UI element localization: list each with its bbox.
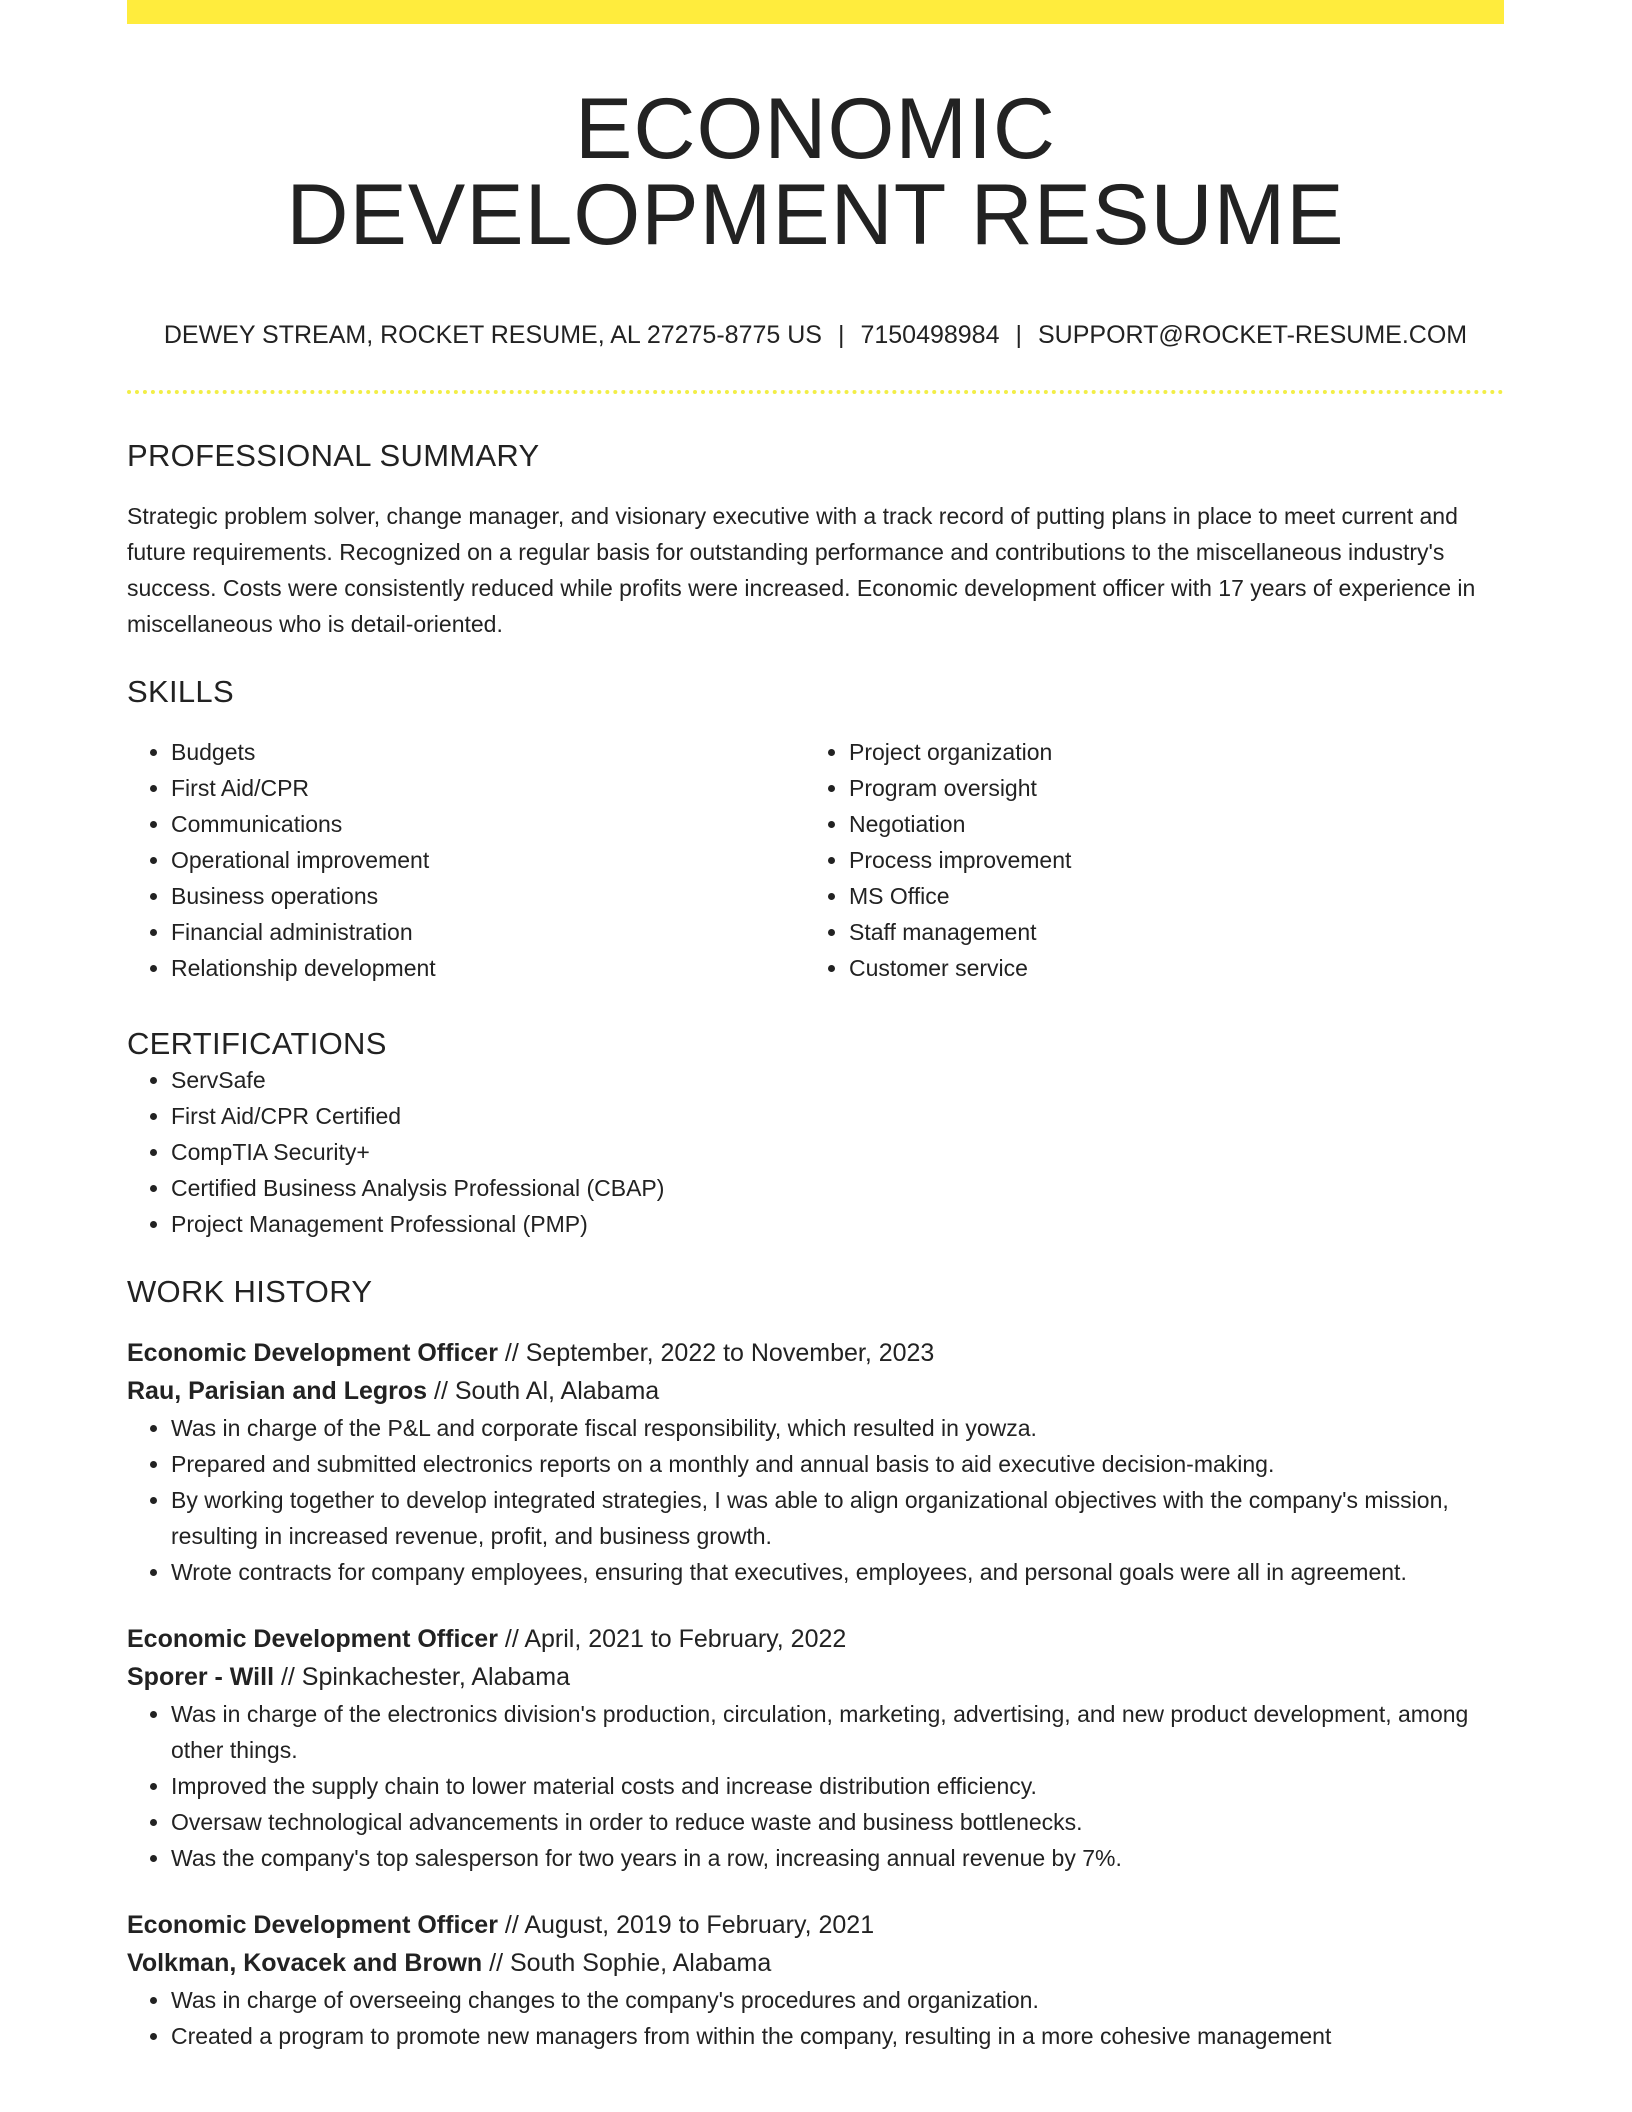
- job-company-line: [127, 1658, 1504, 1696]
- job-entry: [127, 1906, 1504, 2054]
- skill-item: • Process improvement: [849, 842, 1483, 878]
- job-bullet: • Was in charge of the electronics division's production, circulation, marketing, advertising, and new product development, among other things.: [171, 1696, 1504, 1768]
- job-title-line: [127, 1334, 1504, 1372]
- job-bullet: • Wrote contracts for company employees, ensuring that executives, employees, and personal goals were all in agreement.: [171, 1554, 1504, 1590]
- certifications-section: [127, 1026, 1504, 1242]
- job-bullets: [127, 1982, 1504, 2054]
- job-entry: [127, 1334, 1504, 1590]
- job-bullets: [127, 1410, 1504, 1590]
- job-bullets: [127, 1696, 1504, 1876]
- skill-item: • Project organization: [849, 734, 1483, 770]
- summary-heading: PROFESSIONAL SUMMARY: [127, 438, 540, 473]
- job-company: Sporer - Will: [127, 1663, 275, 1691]
- certification-item: • Certified Business Analysis Professional (CBAP): [171, 1170, 1504, 1206]
- header-divider: [127, 390, 1504, 394]
- job-entry: [127, 1620, 1504, 1876]
- job-location: // South Al, Alabama: [427, 1377, 660, 1405]
- skills-section: [127, 674, 1504, 986]
- skill-item: • Customer service: [849, 950, 1483, 986]
- job-bullet: • Created a program to promote new managers from within the company, resulting in a more cohesive management: [171, 2018, 1504, 2054]
- skill-item: • Relationship development: [171, 950, 805, 986]
- job-company: Rau, Parisian and Legros: [127, 1377, 428, 1405]
- job-bullet: • Was the company's top salesperson for two years in a row, increasing annual revenue by 7%.: [171, 1840, 1504, 1876]
- job-bullet: • Oversaw technological advancements in order to reduce waste and business bottlenecks.: [171, 1804, 1504, 1840]
- skill-item: • Program oversight: [849, 770, 1483, 806]
- skill-item: • Communications: [171, 806, 805, 842]
- job-bullet: • Improved the supply chain to lower material costs and increase distribution efficiency.: [171, 1768, 1504, 1804]
- contact-address: DEWEY STREAM, ROCKET RESUME, AL 27275-8775 US: [163, 321, 822, 349]
- summary-text: Strategic problem solver, change manager, and visionary executive with a track record of putting plans in place to meet current and future requirements. Recognized on a regular basis for outstanding performance and contributions to the miscellaneous industry's success. Costs were consistently reduced while profits were increased. Economic development officer with 17 years of experience in miscellaneous who is detail-oriented.: [127, 503, 1476, 637]
- skill-item: • Budgets: [171, 734, 805, 770]
- job-company-line: [127, 1372, 1504, 1410]
- certifications-heading: CERTIFICATIONS: [127, 1026, 387, 1061]
- skills-heading: SKILLS: [127, 674, 234, 709]
- skills-list-right: [805, 734, 1483, 986]
- skill-item: • Business operations: [171, 878, 805, 914]
- resume-page: [127, 0, 1504, 2054]
- job-bullet: • Was in charge of the P&L and corporate fiscal responsibility, which resulted in yowza.: [171, 1410, 1504, 1446]
- job-title: Economic Development Officer: [127, 1339, 498, 1367]
- job-bullet: • Was in charge of overseeing changes to the company's procedures and organization.: [171, 1982, 1504, 2018]
- job-dates: // September, 2022 to November, 2023: [497, 1339, 935, 1367]
- job-company-line: [127, 1944, 1504, 1982]
- certification-item: • ServSafe: [171, 1062, 1504, 1098]
- job-title-line: [127, 1620, 1504, 1658]
- job-bullet: • By working together to develop integrated strategies, I was able to align organizational objectives with the company's mission, resulting in increased revenue, profit, and business growth.: [171, 1482, 1504, 1554]
- certification-item: • CompTIA Security+: [171, 1134, 1504, 1170]
- job-title-line: [127, 1906, 1504, 1944]
- certification-item: • First Aid/CPR Certified: [171, 1098, 1504, 1134]
- job-location: // South Sophie, Alabama: [482, 1949, 772, 1977]
- job-bullet: • Prepared and submitted electronics reports on a monthly and annual basis to aid executive decision-making.: [171, 1446, 1504, 1482]
- work-history-section: [127, 1274, 1504, 2054]
- skill-item: • Financial administration: [171, 914, 805, 950]
- skill-item: • Operational improvement: [171, 842, 805, 878]
- job-location: // Spinkachester, Alabama: [274, 1663, 571, 1691]
- skills-list-left: [127, 734, 805, 986]
- job-dates: // August, 2019 to February, 2021: [497, 1911, 875, 1939]
- skills-column-right: [805, 734, 1483, 986]
- skills-columns: [127, 734, 1504, 986]
- certifications-list: [127, 1062, 1504, 1242]
- title-line-1: ECONOMIC: [575, 81, 1056, 177]
- contact-separator: |: [1015, 321, 1022, 349]
- skill-item: • First Aid/CPR: [171, 770, 805, 806]
- accent-bar: [127, 0, 1504, 24]
- skills-column-left: [127, 734, 805, 986]
- title-line-2: DEVELOPMENT RESUME: [286, 167, 1345, 263]
- job-dates: // April, 2021 to February, 2022: [497, 1625, 847, 1653]
- contact-separator: |: [837, 321, 845, 349]
- certification-item: • Project Management Professional (PMP): [171, 1206, 1504, 1242]
- skill-item: • Staff management: [849, 914, 1483, 950]
- job-title: Economic Development Officer: [127, 1911, 498, 1939]
- work-history-heading: WORK HISTORY: [127, 1274, 373, 1309]
- skill-item: • MS Office: [849, 878, 1483, 914]
- contact-info: [127, 320, 1504, 350]
- contact-phone: 7150498984: [860, 321, 1000, 349]
- skill-item: • Negotiation: [849, 806, 1483, 842]
- resume-title: [127, 81, 1504, 263]
- summary-section: [127, 438, 1504, 642]
- job-title: Economic Development Officer: [127, 1625, 498, 1653]
- contact-email: SUPPORT@ROCKET-RESUME.COM: [1038, 321, 1468, 349]
- job-company: Volkman, Kovacek and Brown: [127, 1949, 483, 1977]
